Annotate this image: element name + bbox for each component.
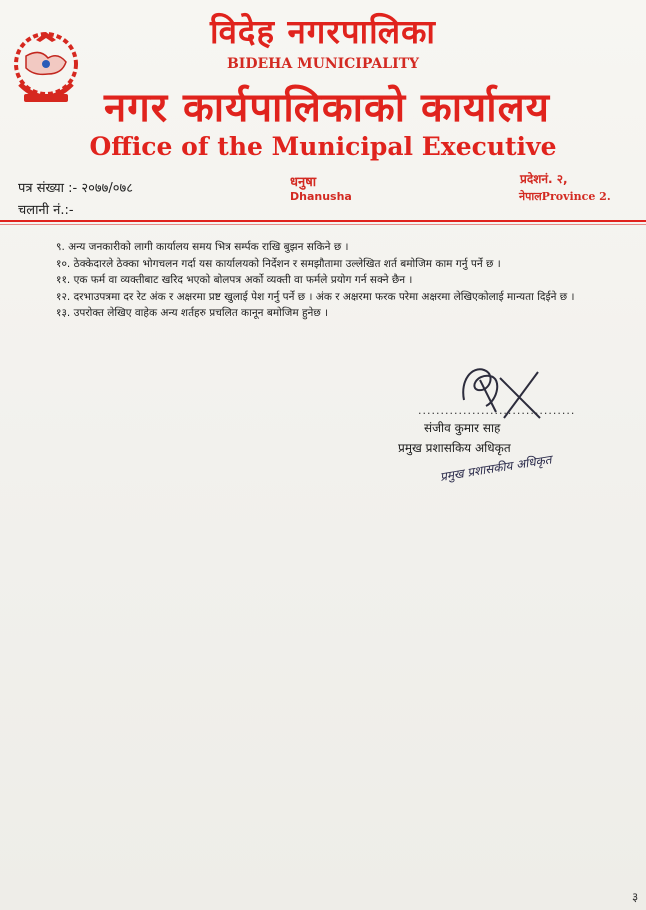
province-en <box>519 189 611 204</box>
office-title-en: Office of the Municipal Executive <box>89 132 557 161</box>
province-np: प्रदेशनं. २, <box>520 172 568 186</box>
district-en: Dhanusha <box>290 190 352 203</box>
province-en-label: Province 2. <box>541 190 611 203</box>
office-title-np: नगर कार्यपालिकाको कार्यालय <box>104 85 550 131</box>
condition-item: १२. दरभाउपत्रमा दर रेट अंक र अक्षरमा प्रष्ट खुलाई पेश गर्नु पर्ने छ । अंक र अक्षरमा फरक परेमा अक्षरमा लेखिएकोलाई मान्यता दिईने छ । <box>56 290 575 303</box>
condition-item: १०. ठेक्केदारले ठेक्का भोगचलन गर्दा यस कार्यालयको निर्देशन र समझौतामा उल्लेखित शर्त बमोजिम काम गर्नु पर्ने छ । <box>56 257 501 270</box>
letter-number: पत्र संख्या :- २०७७/०७८ <box>18 181 134 196</box>
province-en-prefix: नेपाल <box>519 190 542 203</box>
header-divider-thin <box>0 224 646 225</box>
signatory-name: संजीव कुमार साह <box>424 421 501 435</box>
condition-item: १३. उपरोक्त लेखिए वाहेक अन्य शर्तहरु प्रचलित कानून बमोजिम हुनेछ । <box>56 307 329 319</box>
header-divider <box>0 220 646 222</box>
condition-item: ९. अन्य जनकारीको लागी कार्यालय समय भित्र सर्म्पक राखि बुझन सकिने छ । <box>56 241 349 253</box>
municipality-name-np: विदेह नगरपालिका <box>210 12 436 51</box>
municipality-name-en: BIDEHA MUNICIPALITY <box>226 56 420 72</box>
dispatch-number: चलानी नं.:- <box>18 203 74 218</box>
district-np: धनुषा <box>290 175 317 190</box>
conditions-list <box>56 240 616 323</box>
signature-line: ................................... <box>418 404 576 417</box>
signatory-title: प्रमुख प्रशासकिय अधिकृत <box>398 441 511 455</box>
condition-item: ११. एक फर्म वा व्यक्तीबाट खरिद भएको बोलपत्र अर्को व्यक्ती वा फर्मले प्रयोग गर्न सक्ने छैन । <box>56 274 413 286</box>
official-stamp: प्रमुख प्रशासकीय अधिकृत <box>438 452 553 484</box>
page-corner-mark: ३ <box>632 890 639 904</box>
